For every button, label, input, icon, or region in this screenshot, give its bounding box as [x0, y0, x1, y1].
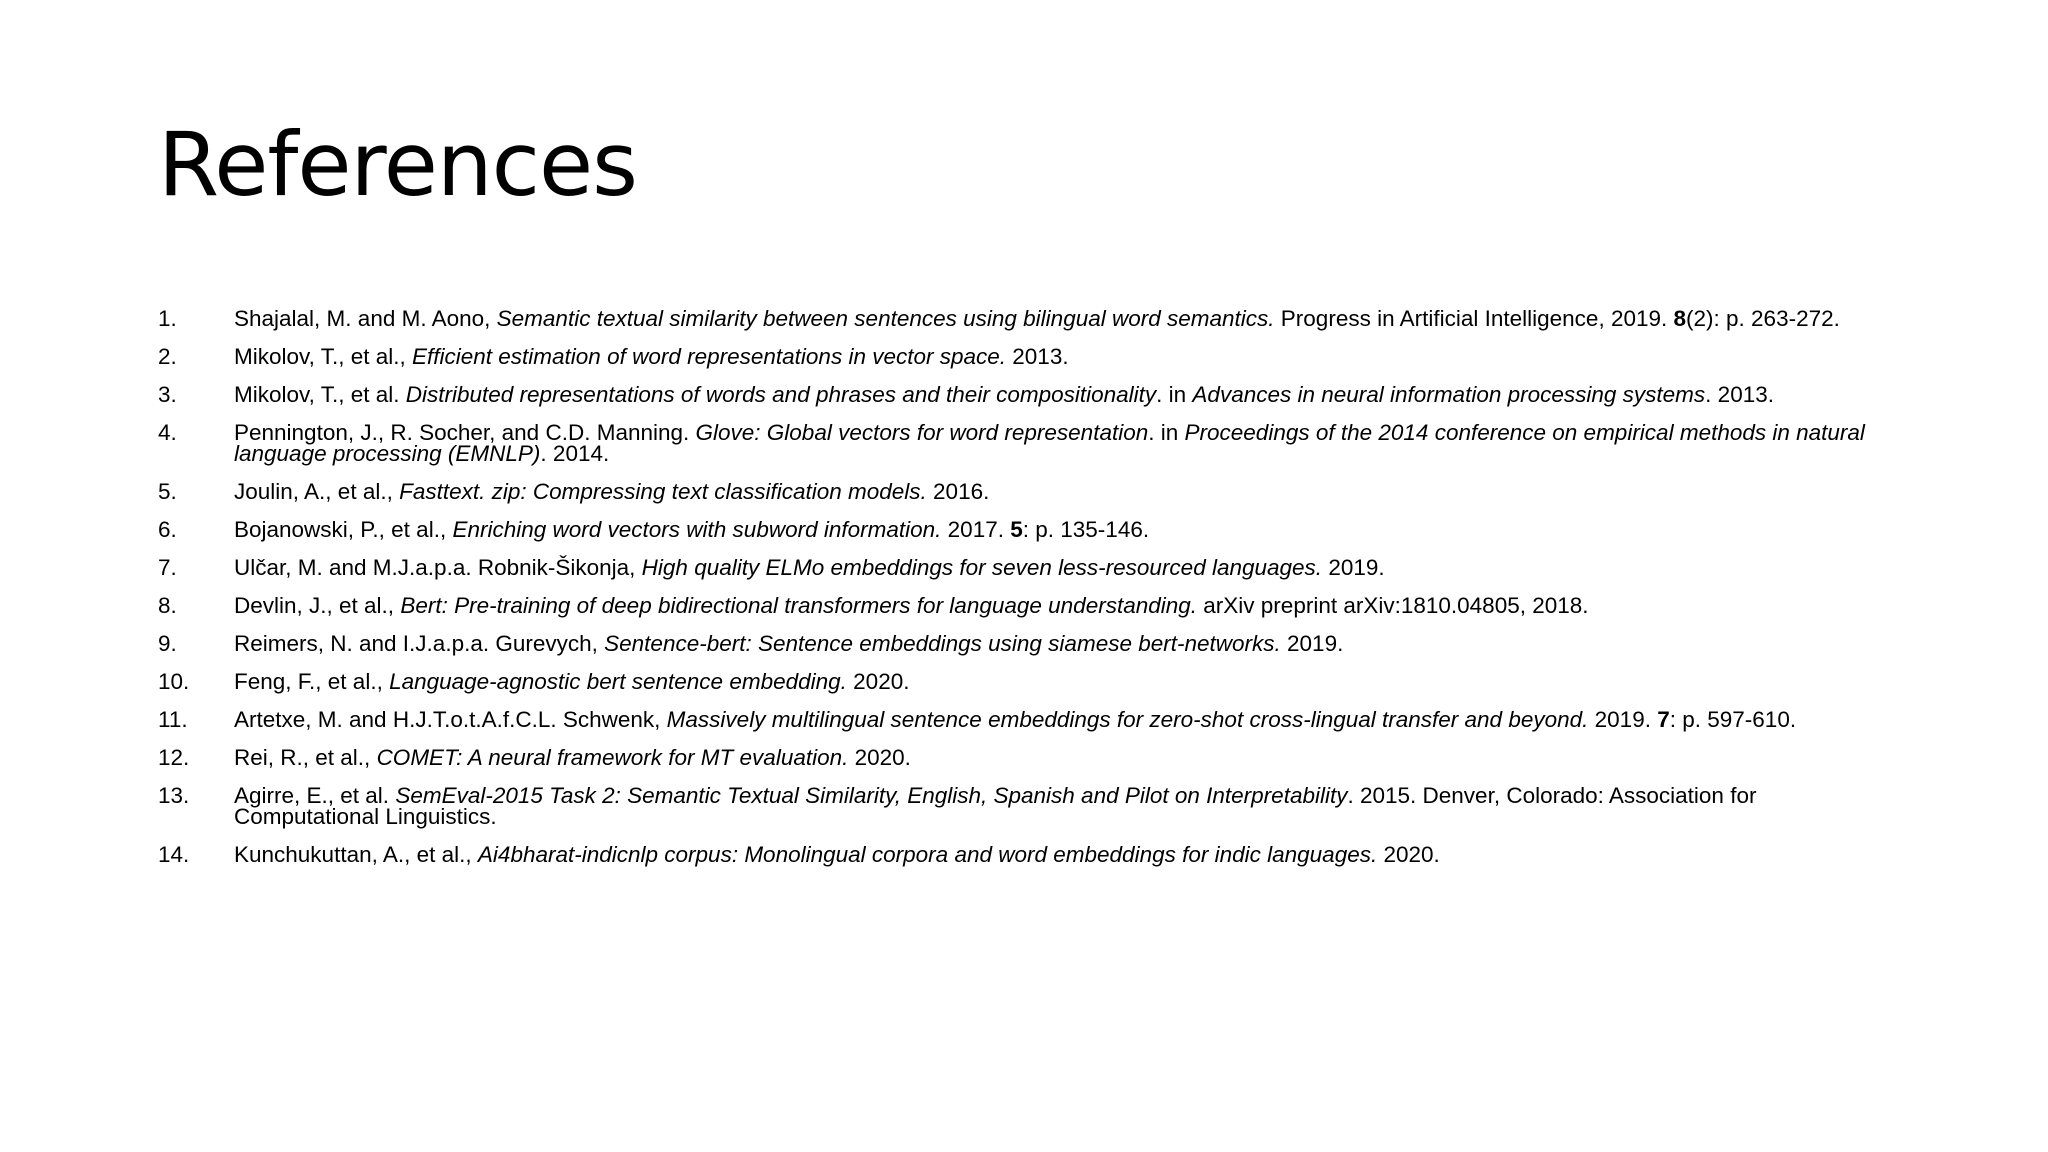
reference-title-part: SemEval-2015 Task 2: Semantic Textual Similarity, English, Spanish and Pilot on Interpretability — [395, 783, 1348, 808]
reference-text-part: arXiv preprint arXiv:1810.04805, 2018. — [1197, 593, 1589, 618]
reference-item — [158, 595, 1878, 616]
reference-text-part: 2016. — [926, 479, 990, 504]
reference-text-part: Devlin, J., et al., — [234, 593, 401, 618]
reference-volume: 5 — [1010, 517, 1023, 542]
reference-text — [234, 633, 1878, 654]
reference-text-part: : p. 135-146. — [1022, 517, 1150, 542]
reference-title-part: Ai4bharat-indicnlp corpus: Monolingual corpora and word embeddings for indic languages. — [477, 842, 1378, 867]
reference-text-part: 2019. — [1280, 631, 1344, 656]
reference-title-part: High quality ELMo embeddings for seven less-resourced languages. — [641, 555, 1323, 580]
reference-text-part: 2017. — [941, 517, 1011, 542]
reference-text-part: Mikolov, T., et al. — [234, 382, 406, 407]
reference-text-part: Pennington, J., R. Socher, and C.D. Manning. — [234, 420, 696, 445]
reference-text-part: Feng, F., et al., — [234, 669, 390, 694]
reference-text-part: Agirre, E., et al. — [234, 783, 396, 808]
reference-text — [234, 785, 1878, 827]
reference-item — [158, 422, 1878, 464]
reference-text — [234, 671, 1878, 692]
reference-number: 3. — [158, 382, 177, 407]
reference-item — [158, 844, 1878, 865]
reference-list — [158, 308, 1878, 882]
reference-item — [158, 481, 1878, 502]
reference-title-part: Massively multilingual sentence embeddings for zero-shot cross-lingual transfer and beyond. — [666, 707, 1589, 732]
reference-number: 13. — [158, 783, 190, 808]
reference-volume: 7 — [1657, 707, 1670, 732]
reference-item — [158, 747, 1878, 768]
reference-number: 9. — [158, 631, 177, 656]
reference-item — [158, 519, 1878, 540]
reference-item — [158, 671, 1878, 692]
reference-text — [234, 709, 1878, 730]
reference-text-part: Progress in Artificial Intelligence, 2019. — [1274, 306, 1674, 331]
reference-number: 7. — [158, 555, 177, 580]
reference-item — [158, 346, 1878, 367]
reference-text-part: . 2015. Denver, Colorado: Association for Computational Linguistics. — [234, 783, 1757, 829]
reference-text-part: . 2013. — [1705, 382, 1774, 407]
reference-text — [234, 747, 1878, 768]
reference-text — [234, 481, 1878, 502]
reference-text-part: Joulin, A., et al., — [234, 479, 400, 504]
reference-text — [234, 384, 1878, 405]
reference-text-part: 2013. — [1006, 344, 1069, 369]
reference-text-part: Kunchukuttan, A., et al., — [234, 842, 478, 867]
reference-title-part: COMET: A neural framework for MT evaluation. — [376, 745, 849, 770]
reference-text-part: 2019. — [1322, 555, 1385, 580]
reference-number: 8. — [158, 593, 177, 618]
slide-title: References — [158, 113, 637, 216]
reference-title-part: Glove: Global vectors for word representation — [695, 420, 1149, 445]
reference-number: 2. — [158, 344, 177, 369]
reference-text — [234, 422, 1878, 464]
reference-number: 1. — [158, 306, 177, 331]
reference-number: 4. — [158, 420, 177, 445]
reference-text-part: Artetxe, M. and H.J.T.o.t.A.f.C.L. Schwenk, — [234, 707, 667, 732]
reference-number: 11. — [158, 707, 188, 732]
reference-title-part: Advances in neural information processing systems — [1192, 382, 1706, 407]
reference-title-part: Fasttext. zip: Compressing text classification models. — [399, 479, 927, 504]
reference-text-part: : p. 597-610. — [1669, 707, 1797, 732]
reference-text-part: . 2014. — [540, 441, 610, 466]
reference-text-part: Rei, R., et al., — [234, 745, 377, 770]
reference-text — [234, 346, 1878, 367]
reference-item — [158, 308, 1878, 329]
reference-item — [158, 785, 1878, 827]
reference-title-part: Sentence-bert: Sentence embeddings using siamese bert-networks. — [604, 631, 1281, 656]
reference-title-part: Enriching word vectors with subword information. — [452, 517, 942, 542]
reference-title-part: Language-agnostic bert sentence embedding. — [389, 669, 847, 694]
reference-text-part: . in — [1148, 420, 1185, 445]
reference-number: 5. — [158, 479, 177, 504]
reference-text-part: 2020. — [848, 745, 911, 770]
reference-text-part: Mikolov, T., et al., — [234, 344, 412, 369]
reference-number: 6. — [158, 517, 177, 542]
reference-title-part: Efficient estimation of word representations in vector space. — [411, 344, 1007, 369]
reference-title-part: Bert: Pre-training of deep bidirectional transformers for language understanding. — [400, 593, 1198, 618]
reference-title-part: Distributed representations of words and phrases and their compositionality — [405, 382, 1157, 407]
reference-item — [158, 557, 1878, 578]
reference-item — [158, 384, 1878, 405]
reference-text-part: 2020. — [1377, 842, 1440, 867]
reference-text — [234, 844, 1878, 865]
reference-text-part: Ulčar, M. and M.J.a.p.a. Robnik-Šikonja, — [234, 555, 642, 580]
reference-text-part: Bojanowski, P., et al., — [234, 517, 453, 542]
reference-text-part: Shajalal, M. and M. Aono, — [234, 306, 497, 331]
reference-text-part: (2): p. 263-272. — [1686, 306, 1840, 331]
reference-number: 10. — [158, 669, 190, 694]
reference-text-part: 2019. — [1588, 707, 1658, 732]
reference-volume: 8 — [1673, 306, 1687, 331]
reference-number: 12. — [158, 745, 190, 770]
reference-title-part: Proceedings of the 2014 conference on empirical methods in natural language processing (EMNLP) — [234, 420, 1865, 466]
reference-text — [234, 557, 1878, 578]
reference-text-part: . in — [1156, 382, 1193, 407]
reference-text — [234, 519, 1878, 540]
reference-text — [234, 595, 1878, 616]
reference-item — [158, 633, 1878, 654]
reference-text-part: Reimers, N. and I.J.a.p.a. Gurevych, — [234, 631, 605, 656]
reference-text — [234, 308, 1878, 329]
reference-title-part: Semantic textual similarity between sentences using bilingual word semantics. — [496, 306, 1275, 331]
reference-number: 14. — [158, 842, 190, 867]
reference-text-part: 2020. — [846, 669, 910, 694]
reference-item — [158, 709, 1878, 730]
